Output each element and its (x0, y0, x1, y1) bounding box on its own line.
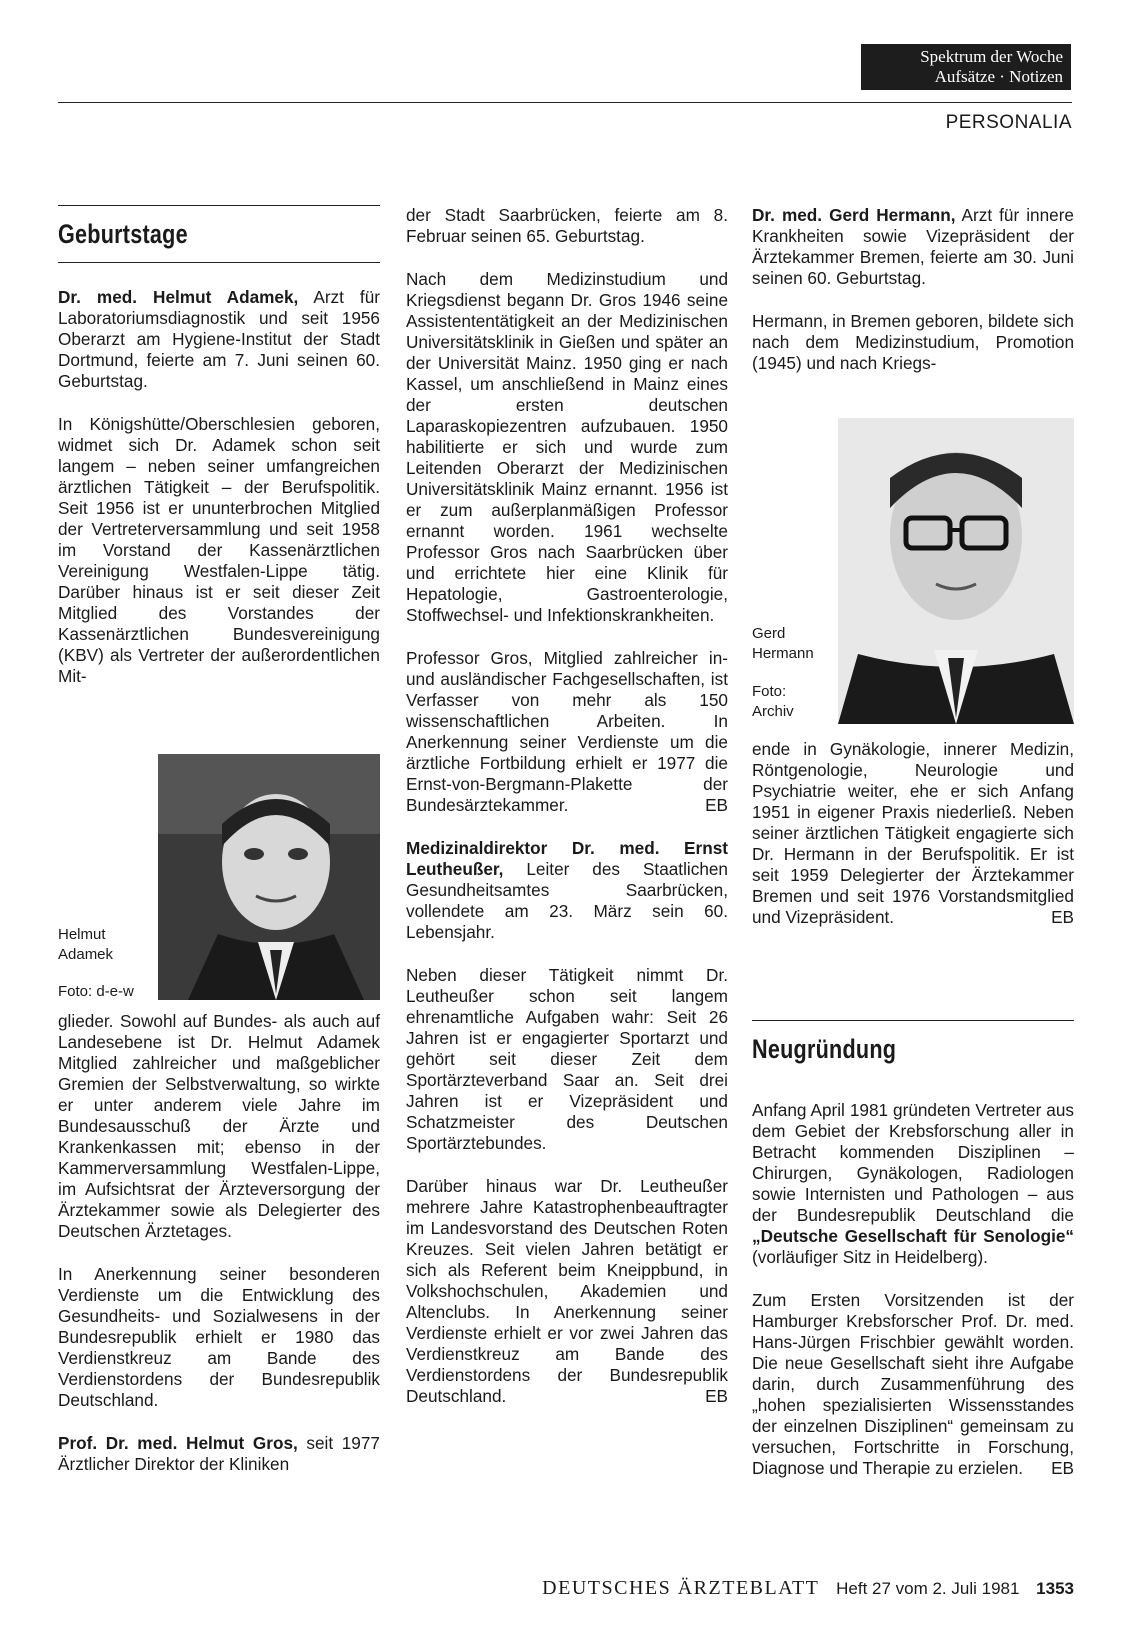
text-adamek-intro: Arzt für Laboratoriumsdiagnostik und seit 1956 Oberarzt am Hygiene-Institut der Stadt Dortmund, feierte am 7. Juni seinen 60. Geburtstag. (58, 287, 380, 391)
paragraph-gros-intro (58, 1433, 380, 1475)
name-leutheusser: Medizinaldirektor Dr. med. Ernst Leutheußer, (406, 838, 728, 879)
caption-hermann-foto: Foto: (752, 683, 787, 700)
column-3 (752, 205, 1074, 396)
caption-hermann-source: Archiv (752, 703, 794, 720)
journal-name: DEUTSCHES ÄRZTEBLATT (542, 1577, 820, 1599)
issue-info: Heft 27 vom 2. Juli 1981 (836, 1579, 1020, 1598)
heading-neugruendung-box (752, 1020, 1074, 1077)
text-gros-intro: seit 1977 Ärztlicher Direktor der Kliniken (58, 1433, 380, 1474)
paragraph-hermann-intro (752, 205, 1074, 289)
text-leutheusser-intro: Leiter des Staatlichen Gesundheitsamtes Saarbrücken, vollendete am 23. März sein 60. Lebensjahr. (406, 859, 728, 942)
column-1-continued (58, 1011, 380, 1497)
column-2 (406, 205, 728, 1429)
photo-gerd-hermann (838, 418, 1074, 724)
caption-adamek-foto: Foto: d-e-w (58, 983, 134, 1000)
paragraph-leutheusser-drk (406, 1176, 728, 1407)
name-gros: Prof. Dr. med. Helmut Gros, (58, 1433, 298, 1453)
paragraph-adamek-intro (58, 287, 380, 392)
heading-geburtstage-box (58, 205, 380, 263)
badge-line-1: Spektrum der Woche (920, 47, 1063, 66)
paragraph-senologie-founding (752, 1100, 1074, 1268)
portrait-adamek-icon (158, 754, 380, 1000)
name-hermann: Dr. med. Gerd Hermann, (752, 205, 956, 225)
paragraph-leutheusser-sport: Neben dieser Tätigkeit nimmt Dr. Leutheußer schon seit langem ehrenamtliche Aufgaben wahr: Seit 26 Jahren ist er engagierter Sportarzt und gehört seit dieser Zeit dem Sportärzteverband Saar an. Seit drei Jahren ist er Vizepräsident und Schatzmeister des Deutschen Sportärztebundes. (406, 965, 728, 1153)
paragraph-gros-birthday: der Stadt Saarbrücken, feierte am 8. Februar seinen 65. Geburtstag. (406, 205, 728, 246)
signature-eb: EB (1051, 907, 1074, 927)
text-senologie-founding: Anfang April 1981 gründeten Vertreter aus dem Gebiet der Krebsforschung aller in Betracht kommenden Disziplinen – Chirurgen, Gynäkologen, Radiologen sowie Internisten und Pathologen – aus der Bundesrepublik Deutschland die (752, 1100, 1074, 1225)
caption-hermann (752, 624, 832, 722)
paragraph-hermann-career (752, 739, 1074, 928)
heading-geburtstage: Geburtstage (58, 219, 188, 249)
text-senologie-seat: (vorläufiger Sitz in Heidelberg). (752, 1247, 988, 1267)
name-adamek: Dr. med. Helmut Adamek, (58, 287, 299, 307)
paragraph-gros-career: Nach dem Medizinstudium und Kriegsdienst begann Dr. Gros 1946 seine Assistententätigkeit an der Medizinischen Universitätsklinik in Gießen und später an der Universität Mainz. 1950 ging er nach Kassel, um anschließend in Mainz eines der ersten deutschen Laparaskopiezentren aufzubauen. 1950 habilitierte er sich und wurde zum Leitenden Oberarzt der Medizinischen Universitätsklinik Mainz ernannt. 1956 ist er zum außerplanmäßigen Professor ernannt worden. 1961 wechselte Professor Gros nach Saarbrücken über und errichtete hier eine Klinik für Hepatologie, Gastroenterologie, Stoffwechsel- und Infektionskrankheiten. (406, 269, 728, 625)
signature-eb: EB (705, 795, 728, 815)
heading-neugruendung: Neugründung (752, 1034, 897, 1064)
paragraph-adamek-award: In Anerkennung seiner besonderen Verdienste um die Entwicklung des Gesundheits- und Sozialwesens in der Bundesrepublik erhielt er 1980 das Verdienstkreuz am Bande des Verdienstordens der Bundesrepublik Deutschland. (58, 1264, 380, 1410)
paragraph-gros-memberships (406, 648, 728, 816)
text-hermann-career: ende in Gynäkologie, innerer Medizin, Röntgenologie, Neurologie und Psychiatrie weiter, ehe er sich Anfang 1951 in eigener Praxis niederließ. Neben seiner ärztlichen Tätigkeit engagierte sich Dr. Hermann in der Berufspolitik. Er ist seit 1959 Delegierter der Ärztekammer Bremen und seit 1976 Vorstandsmitglied und Vizepräsident. (752, 739, 1074, 927)
signature-eb: EB (705, 1386, 728, 1406)
section-label: PERSONALIA (945, 112, 1072, 133)
column-3-neugruendung (752, 1100, 1074, 1501)
text-leutheusser-drk: Darüber hinaus war Dr. Leutheußer mehrere Jahre Katastrophenbeauftragter im Landesvorstand des Deutschen Roten Kreuzes. Seit vielen Jahren betätigt er sich als Referent beim Kneippbund, in Volkshochschulen, Akademien und Altenclubs. In Anerkennung seiner Verdienste erhielt er vor zwei Jahren das Verdienstkreuz am Bande des Verdienstordens der Bundesrepublik Deutschland. (406, 1176, 728, 1406)
portrait-hermann-icon (838, 418, 1074, 724)
text-gros-memberships: Professor Gros, Mitglied zahlreicher in- und ausländischer Fachgesellschaften, ist Verfasser von mehr als 150 wissenschaftlichen Arbeiten. In Anerkennung seiner Verdienste um die ärztliche Fortbildung erhielt er 1977 die Ernst-von-Bergmann-Plakette der Bundesärztekammer. (406, 648, 728, 815)
caption-adamek-firstname: Helmut (58, 926, 106, 943)
text-senologie-chair: Zum Ersten Vorsitzenden ist der Hamburger Krebsforscher Prof. Dr. med. Hans-Jürgen Frischbier gewählt worden. Die neue Gesellschaft sieht ihre Aufgabe darin, durch Zusammenführung des „hohen spezialisierten Wissensstandes der einzelnen Disziplinen“ gemeinsam zu versuchen, Fortschritte in Forschung, Diagnose und Therapie zu erzielen. (752, 1290, 1074, 1478)
photo-helmut-adamek (158, 754, 380, 1000)
caption-hermann-lastname: Hermann (752, 645, 814, 662)
paragraph-adamek-committees: glieder. Sowohl auf Bundes- als auch auf Landesebene ist Dr. Helmut Adamek Mitglied zahlreicher und maßgeblicher Gremien der Selbstverwaltung, so wirkte er unter anderem viele Jahre im Bundesausschuß der Ärzte und Krankenkassen mit; ebenso in der Kammerversammlung Westfalen-Lippe, im Aufsichtsrat der Ärzteversorgung der Ärztekammer sowie als Delegierter des Deutschen Ärztetages. (58, 1011, 380, 1241)
caption-hermann-firstname: Gerd (752, 625, 786, 642)
caption-adamek-lastname: Adamek (58, 946, 114, 963)
paragraph-leutheusser-intro (406, 838, 728, 943)
header-rule (58, 102, 1072, 103)
page-number: 1353 (1036, 1579, 1074, 1598)
column-3-continued (752, 739, 1074, 950)
paragraph-senologie-chair (752, 1290, 1074, 1479)
caption-adamek (58, 925, 153, 1002)
signature-eb: EB (1051, 1458, 1074, 1478)
paragraph-adamek-bio: In Königshütte/Oberschlesien geboren, widmet sich Dr. Adamek schon seit langem – neben seiner umfangreichen ärztlichen Tätigkeit – der Berufspolitik. Seit 1956 ist er ununterbrochen Mitglied der Vertreterversammlung und seit 1958 im Vorstand der Kassenärztlichen Vereinigung Westfalen-Lippe tätig. Darüber hinaus ist er seit dieser Zeit Mitglied des Vorstandes der Kassenärztlichen Bundesvereinigung (KBV) als Vertreter der außerordentlichen Mit- (58, 414, 380, 686)
name-senologie-society: „Deutsche Gesellschaft für Senologie“ (752, 1226, 1074, 1246)
text-hermann-intro: Arzt für innere Krankheiten sowie Vizepräsident der Ärztekammer Bremen, feierte am 30. Juni seinen 60. Geburtstag. (752, 205, 1074, 288)
badge-line-2: Aufsätze · Notizen (934, 67, 1063, 86)
paragraph-hermann-bio: Hermann, in Bremen geboren, bildete sich nach dem Medizinstudium, Promotion (1945) und nach Kriegs- (752, 311, 1074, 373)
section-badge (861, 44, 1071, 90)
column-1 (58, 205, 380, 709)
page-footer (460, 1577, 1074, 1600)
